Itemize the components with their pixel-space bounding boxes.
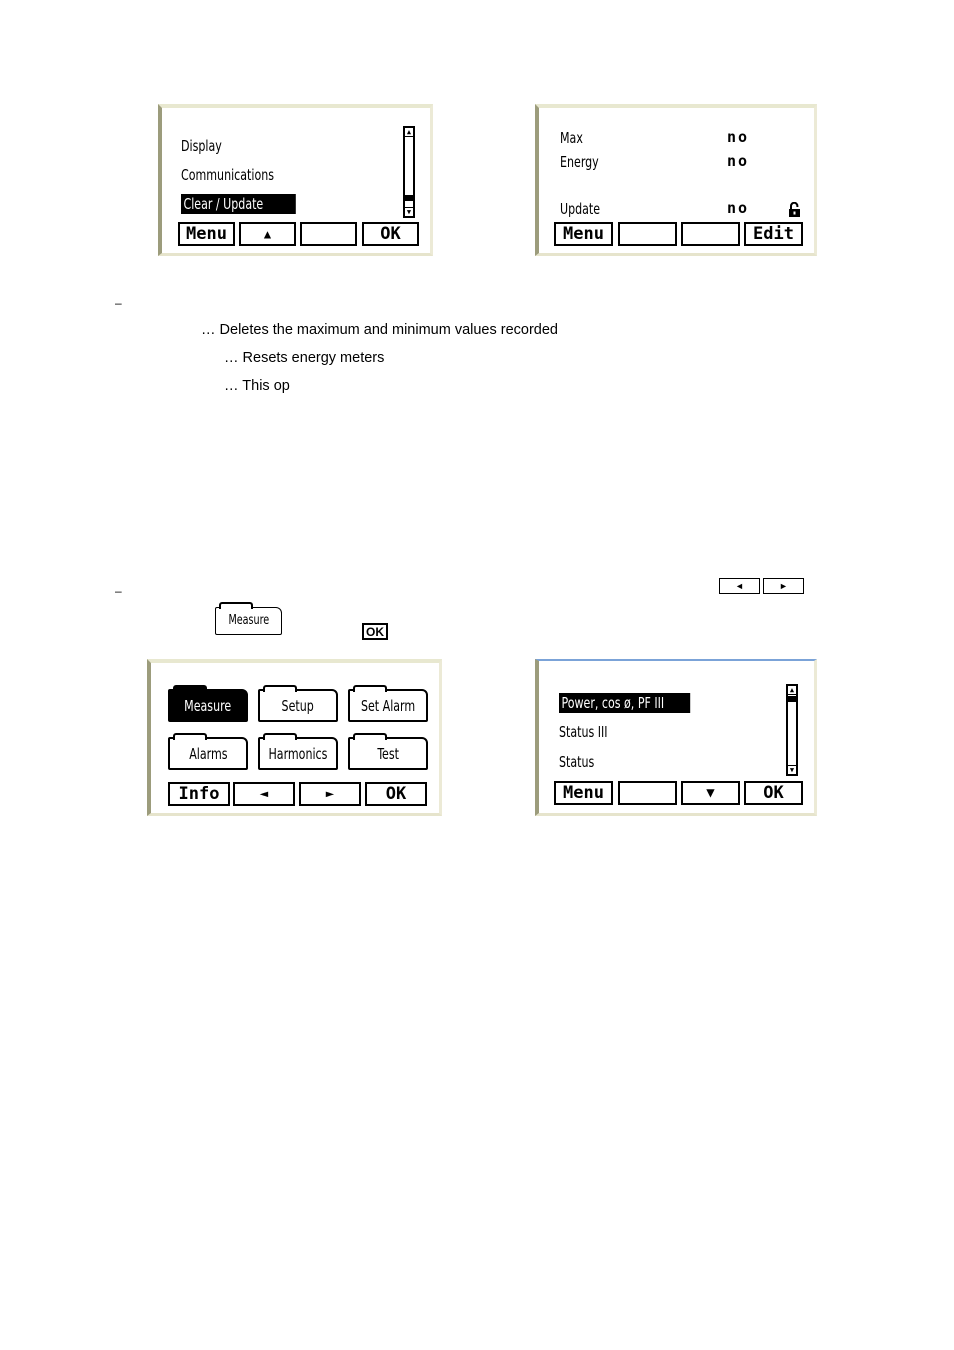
text-line-update: … This op xyxy=(224,378,290,394)
lcd-screen-main-menu xyxy=(147,659,442,816)
menu-button[interactable]: Menu xyxy=(554,781,613,805)
ok-button[interactable]: OK xyxy=(362,222,419,246)
ok-button[interactable]: OK xyxy=(744,781,803,805)
right-button[interactable]: ► xyxy=(299,782,361,806)
tab-harmonics[interactable]: Harmonics xyxy=(258,737,338,770)
update-value[interactable]: no xyxy=(727,199,750,217)
menu-button[interactable]: Menu xyxy=(554,222,613,246)
tab-alarms[interactable]: Alarms xyxy=(168,737,248,770)
menu-item-display[interactable]: Display xyxy=(181,137,222,155)
scroll-up-icon[interactable]: ▲ xyxy=(406,128,412,136)
energy-label: Energy xyxy=(560,153,599,171)
tab-setup[interactable]: Setup xyxy=(258,689,338,722)
update-label: Update xyxy=(560,200,601,218)
menu-button[interactable]: Menu xyxy=(178,222,235,246)
edit-button[interactable]: Edit xyxy=(744,222,803,246)
menu-item-clear-update[interactable]: Clear / Update xyxy=(181,194,296,214)
list-item-status-iii[interactable]: Status III xyxy=(559,723,608,741)
bullet-dash: – xyxy=(115,584,122,598)
scroll-down-icon[interactable]: ▼ xyxy=(406,208,412,216)
lcd-screen-clear-settings xyxy=(535,104,817,256)
lcd-screen-measure-list xyxy=(535,659,817,816)
text-line-energy: … Resets energy meters xyxy=(224,350,385,366)
tab-set-alarm[interactable]: Set Alarm xyxy=(348,689,428,722)
ok-key-icon: OK xyxy=(362,623,388,640)
measure-tab-label: Measure xyxy=(228,613,269,628)
left-button[interactable]: ◄ xyxy=(233,782,295,806)
scroll-thumb[interactable] xyxy=(405,195,413,201)
ok-button[interactable]: OK xyxy=(365,782,427,806)
bullet-dash: – xyxy=(115,296,122,310)
left-arrow-key-icon: ◄ xyxy=(719,578,760,594)
scroll-down-icon[interactable]: ▼ xyxy=(789,766,795,774)
max-value[interactable]: no xyxy=(727,128,750,146)
unlocked-padlock-icon xyxy=(787,202,802,218)
blank-button-2[interactable] xyxy=(681,222,740,246)
max-label: Max xyxy=(560,129,583,147)
tab-measure[interactable]: Measure xyxy=(168,689,248,722)
menu-item-communications[interactable]: Communications xyxy=(181,166,274,184)
tab-test[interactable]: Test xyxy=(348,737,428,770)
right-arrow-key-icon: ► xyxy=(763,578,804,594)
up-button[interactable]: ▲ xyxy=(239,222,296,246)
scrollbar[interactable] xyxy=(403,126,415,218)
energy-value[interactable]: no xyxy=(727,152,750,170)
blank-button-1[interactable] xyxy=(618,222,677,246)
list-item-status[interactable]: Status xyxy=(559,753,595,771)
list-item-power[interactable]: Power, cos ø, PF III xyxy=(559,693,690,713)
lcd-screen-menu xyxy=(158,104,433,256)
info-button[interactable]: Info xyxy=(168,782,230,806)
blank-button[interactable] xyxy=(618,781,677,805)
blank-button[interactable] xyxy=(300,222,357,246)
down-button[interactable]: ▼ xyxy=(681,781,740,805)
text-line-max: … Deletes the maximum and minimum values recorded xyxy=(201,322,558,338)
scroll-up-icon[interactable]: ▲ xyxy=(789,686,795,694)
scroll-thumb[interactable] xyxy=(788,696,796,702)
measure-tab-icon xyxy=(215,607,282,635)
scrollbar[interactable] xyxy=(786,684,798,776)
